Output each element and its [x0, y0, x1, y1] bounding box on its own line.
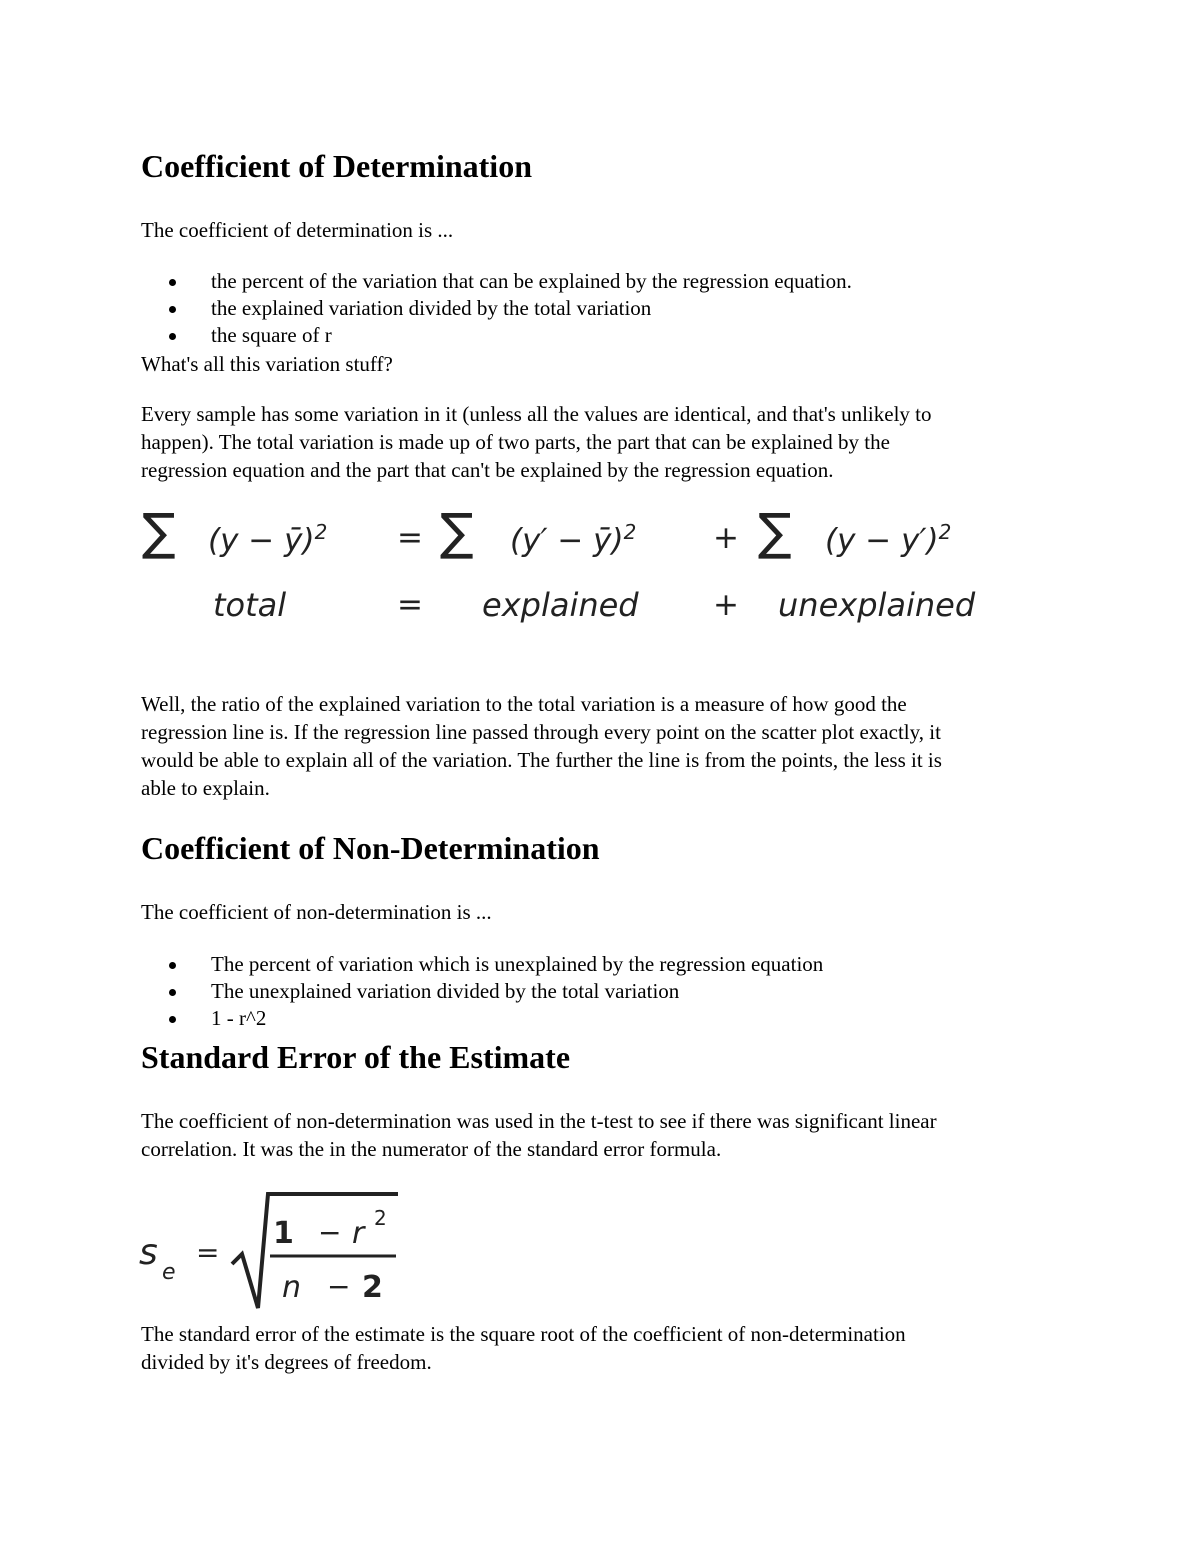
unexplained-term: $(y - y')^2$	[825, 520, 952, 559]
list-item: 1 - r^2	[141, 1005, 823, 1032]
intro-text: The coefficient of determination is ...	[141, 218, 454, 242]
list-item: the explained variation divided by the total variation	[141, 295, 852, 322]
formula-minus: −	[318, 1216, 342, 1249]
heading-coefficient-of-determination: Coefficient of Determination	[141, 148, 532, 184]
intro-text: The coefficient of non-determination is ...	[141, 900, 492, 924]
bullet-dot-icon	[169, 306, 176, 313]
equals-sign: =	[397, 520, 423, 556]
label-total: total	[213, 586, 287, 624]
question-text: What's all this variation stuff?	[141, 352, 393, 376]
heading-standard-error-of-the-estimate: Standard Error of the Estimate	[141, 1039, 571, 1075]
formula-subscript-e: e	[162, 1260, 176, 1285]
formula-minus: −	[327, 1270, 351, 1303]
bullet-dot-icon	[169, 989, 176, 996]
paragraph-total-variation: Every sample has some variation in it (unless all the values are identical, and that's unlikely to happen). The total variation is made up of two parts, the part that can be explained by the regression equation and the part that can't be explained by the regression equation.	[141, 402, 932, 482]
sigma-symbol: ∑	[758, 503, 792, 561]
formula-one: 1	[273, 1216, 294, 1251]
bullet-dot-icon	[169, 279, 176, 286]
plus-sign: +	[713, 520, 739, 556]
bullet-dot-icon	[169, 333, 176, 340]
total-term: (y − ȳ)$^2$	[208, 520, 328, 559]
list-item: the percent of the variation that can be explained by the regression equation.	[141, 268, 852, 295]
paragraph-ratio: Well, the ratio of the explained variation to the total variation is a measure of how good the regression line is. If the regression line passed through every point on the scatter plot exactly, it would be able to explain all of the variation. The further the line is from the points, the less it is able to explain.	[141, 692, 942, 800]
bullet-dot-icon	[169, 962, 176, 969]
formula-two: 2	[362, 1270, 383, 1305]
list-item: The unexplained variation divided by the total variation	[141, 978, 823, 1005]
label-unexplained: unexplained	[778, 586, 976, 624]
formula-equals: =	[196, 1236, 220, 1269]
paragraph-standard-error: The standard error of the estimate is the square root of the coefficient of non-determination divided by it's degrees of freedom.	[141, 1322, 906, 1374]
explained-term: (y′ − ȳ)$^2$	[510, 520, 637, 559]
label-explained: explained	[482, 586, 639, 624]
list-item: the square of r	[141, 322, 852, 349]
heading-coefficient-of-non-determination: Coefficient of Non-Determination	[141, 830, 600, 866]
paragraph-t-test: The coefficient of non-determination was used in the t-test to see if there was significant linear correlation. It was the in the numerator of the standard error formula.	[141, 1109, 937, 1161]
formula-n: n	[282, 1270, 302, 1305]
plus-sign: +	[713, 587, 739, 623]
sigma-symbol: ∑	[440, 503, 474, 561]
formula-power: 2	[374, 1206, 387, 1230]
formula-s: s	[139, 1232, 158, 1273]
sigma-symbol: ∑	[142, 503, 176, 561]
equals-sign: =	[397, 587, 423, 623]
determination-bullet-list	[141, 268, 852, 349]
bullet-dot-icon	[169, 1016, 176, 1023]
formula-r: r	[352, 1216, 365, 1251]
list-item: The percent of variation which is unexplained by the regression equation	[141, 951, 823, 978]
non-determination-bullet-list	[141, 951, 823, 1032]
